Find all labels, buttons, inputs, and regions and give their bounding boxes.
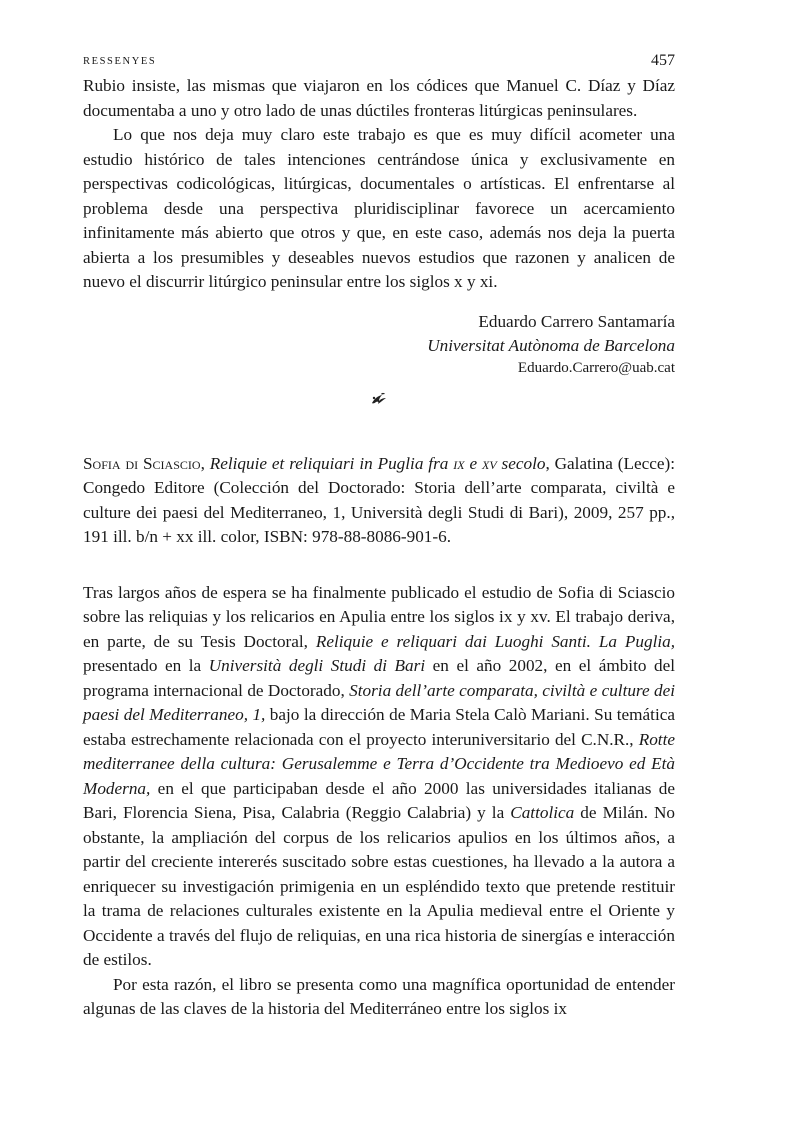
signature-email: Eduardo.Carrero@uab.cat [517, 359, 675, 376]
review-paragraph-2: Por esta razón, el libro se presenta como una magnífica oportunidad de entender algunas de las claves de la historia del Mediterráneo entre los siglos ix [83, 974, 675, 1018]
review-book-title: Reliquie et reliquiari in Puglia fra ix e xv secolo [209, 453, 546, 473]
running-title: RESSENYES [83, 56, 157, 67]
section-ornament [83, 392, 675, 422]
closing-paragraph: Lo que nos deja muy claro este trabajo es que es muy difícil acometer una estudio histórico de tales intenciones centrándose única y exclusivamente en perspectivas codicológicas, litúrgicas, documentales o artísticas. El enfrentarse al problema desde una perspectiva pluridisciplinar favorece un acercamiento infinitamente más abierto que otros y que, en este caso, además nos deja la puerta abierta a los presumibles y deseables nuevos estudios que razonen y analicen de nuevo el discurrir litúrgico peninsular entre los siglos x y xi. [83, 125, 675, 291]
signature-name: Eduardo Carrero Santamaría [478, 311, 675, 331]
review-author: Sofia di Sciascio [83, 453, 201, 473]
italic-title-segment: Rotte mediterranee della cultura: Gerusalemme e Terra d’Occidente tra Medioevo ed Età Moderna, [83, 729, 675, 798]
text-segment: Tras largos años de espera se ha finalmente publicado el estudio de Sofia di Sciascio sobre las reliquias y los relicarios en Apulia entre los siglos ix y xv. El trabajo deriva, en parte, de su Tesis Doctoral, [83, 582, 675, 651]
running-head [83, 48, 675, 74]
signature-institution: Universitat Autònoma de Barcelona [427, 335, 675, 355]
text-segment: en el que participaban desde el año 2000 las universidades italianas de Bari, Florencia Siena, Pisa, Calabria (Reggio Calabria) y la [83, 778, 675, 822]
fleuron-icon [370, 392, 388, 406]
italic-title-segment: Cattolica [510, 803, 575, 822]
page [83, 48, 675, 1022]
bib-sep: , [200, 453, 210, 473]
page-number: 457 [651, 52, 675, 69]
text-segment: presentado en la [83, 656, 209, 675]
review-paragraph-1 [83, 581, 675, 973]
review-bibliographic-entry [83, 452, 675, 550]
italic-title-segment: Storia dell’arte comparata, civiltà e culture dei paesi del Mediterraneo, 1, [83, 680, 675, 724]
italic-title-segment: Reliquie e reliquari dai Luoghi Santi. La Puglia, [315, 631, 676, 651]
text-segment: bajo la dirección de Maria Stela Calò Mariani. Su temática estaba estrechamente relacionada con el proyecto interuniversitario del C.N.R., [83, 705, 675, 749]
review-publication-details: , Galatina (Lecce): Congedo Editore (Colección del Doctorado: Storia dell’arte comparata, civiltà e culture dei paesi del Mediterraneo, 1, Università degli Studi di Bari), 2009, 257 pp., 191 ill. b/n + xx ill. color, ISBN: 978-88-8086-901-6. [83, 453, 675, 546]
continued-paragraph: Rubio insiste, las mismas que viajaron en los códices que Manuel C. Díaz y Díaz documentaba a uno y otro lado de unas dúctiles fronteras litúrgicas peninsulares. [83, 76, 675, 120]
text-segment: de Milán. No obstante, la ampliación del corpus de los relicarios apulios en los últimos años, a partir del creciente intererés suscitado sobre estas cuestiones, ha llevado a la autora a enriquecer su investigación primigenia en un espléndido texto que pretende restituir la trama de relaciones culturales existente en la Apulia medieval entre el Oriente y Occidente a través del flujo de reliquias, en una rica historia de sinergías e interacción de estilos. [83, 803, 675, 969]
text-segment: en el año 2002, en el ámbito del programa internacional de Doctorado, [83, 656, 675, 700]
italic-title-segment: Università degli Studi di Bari [208, 656, 426, 675]
